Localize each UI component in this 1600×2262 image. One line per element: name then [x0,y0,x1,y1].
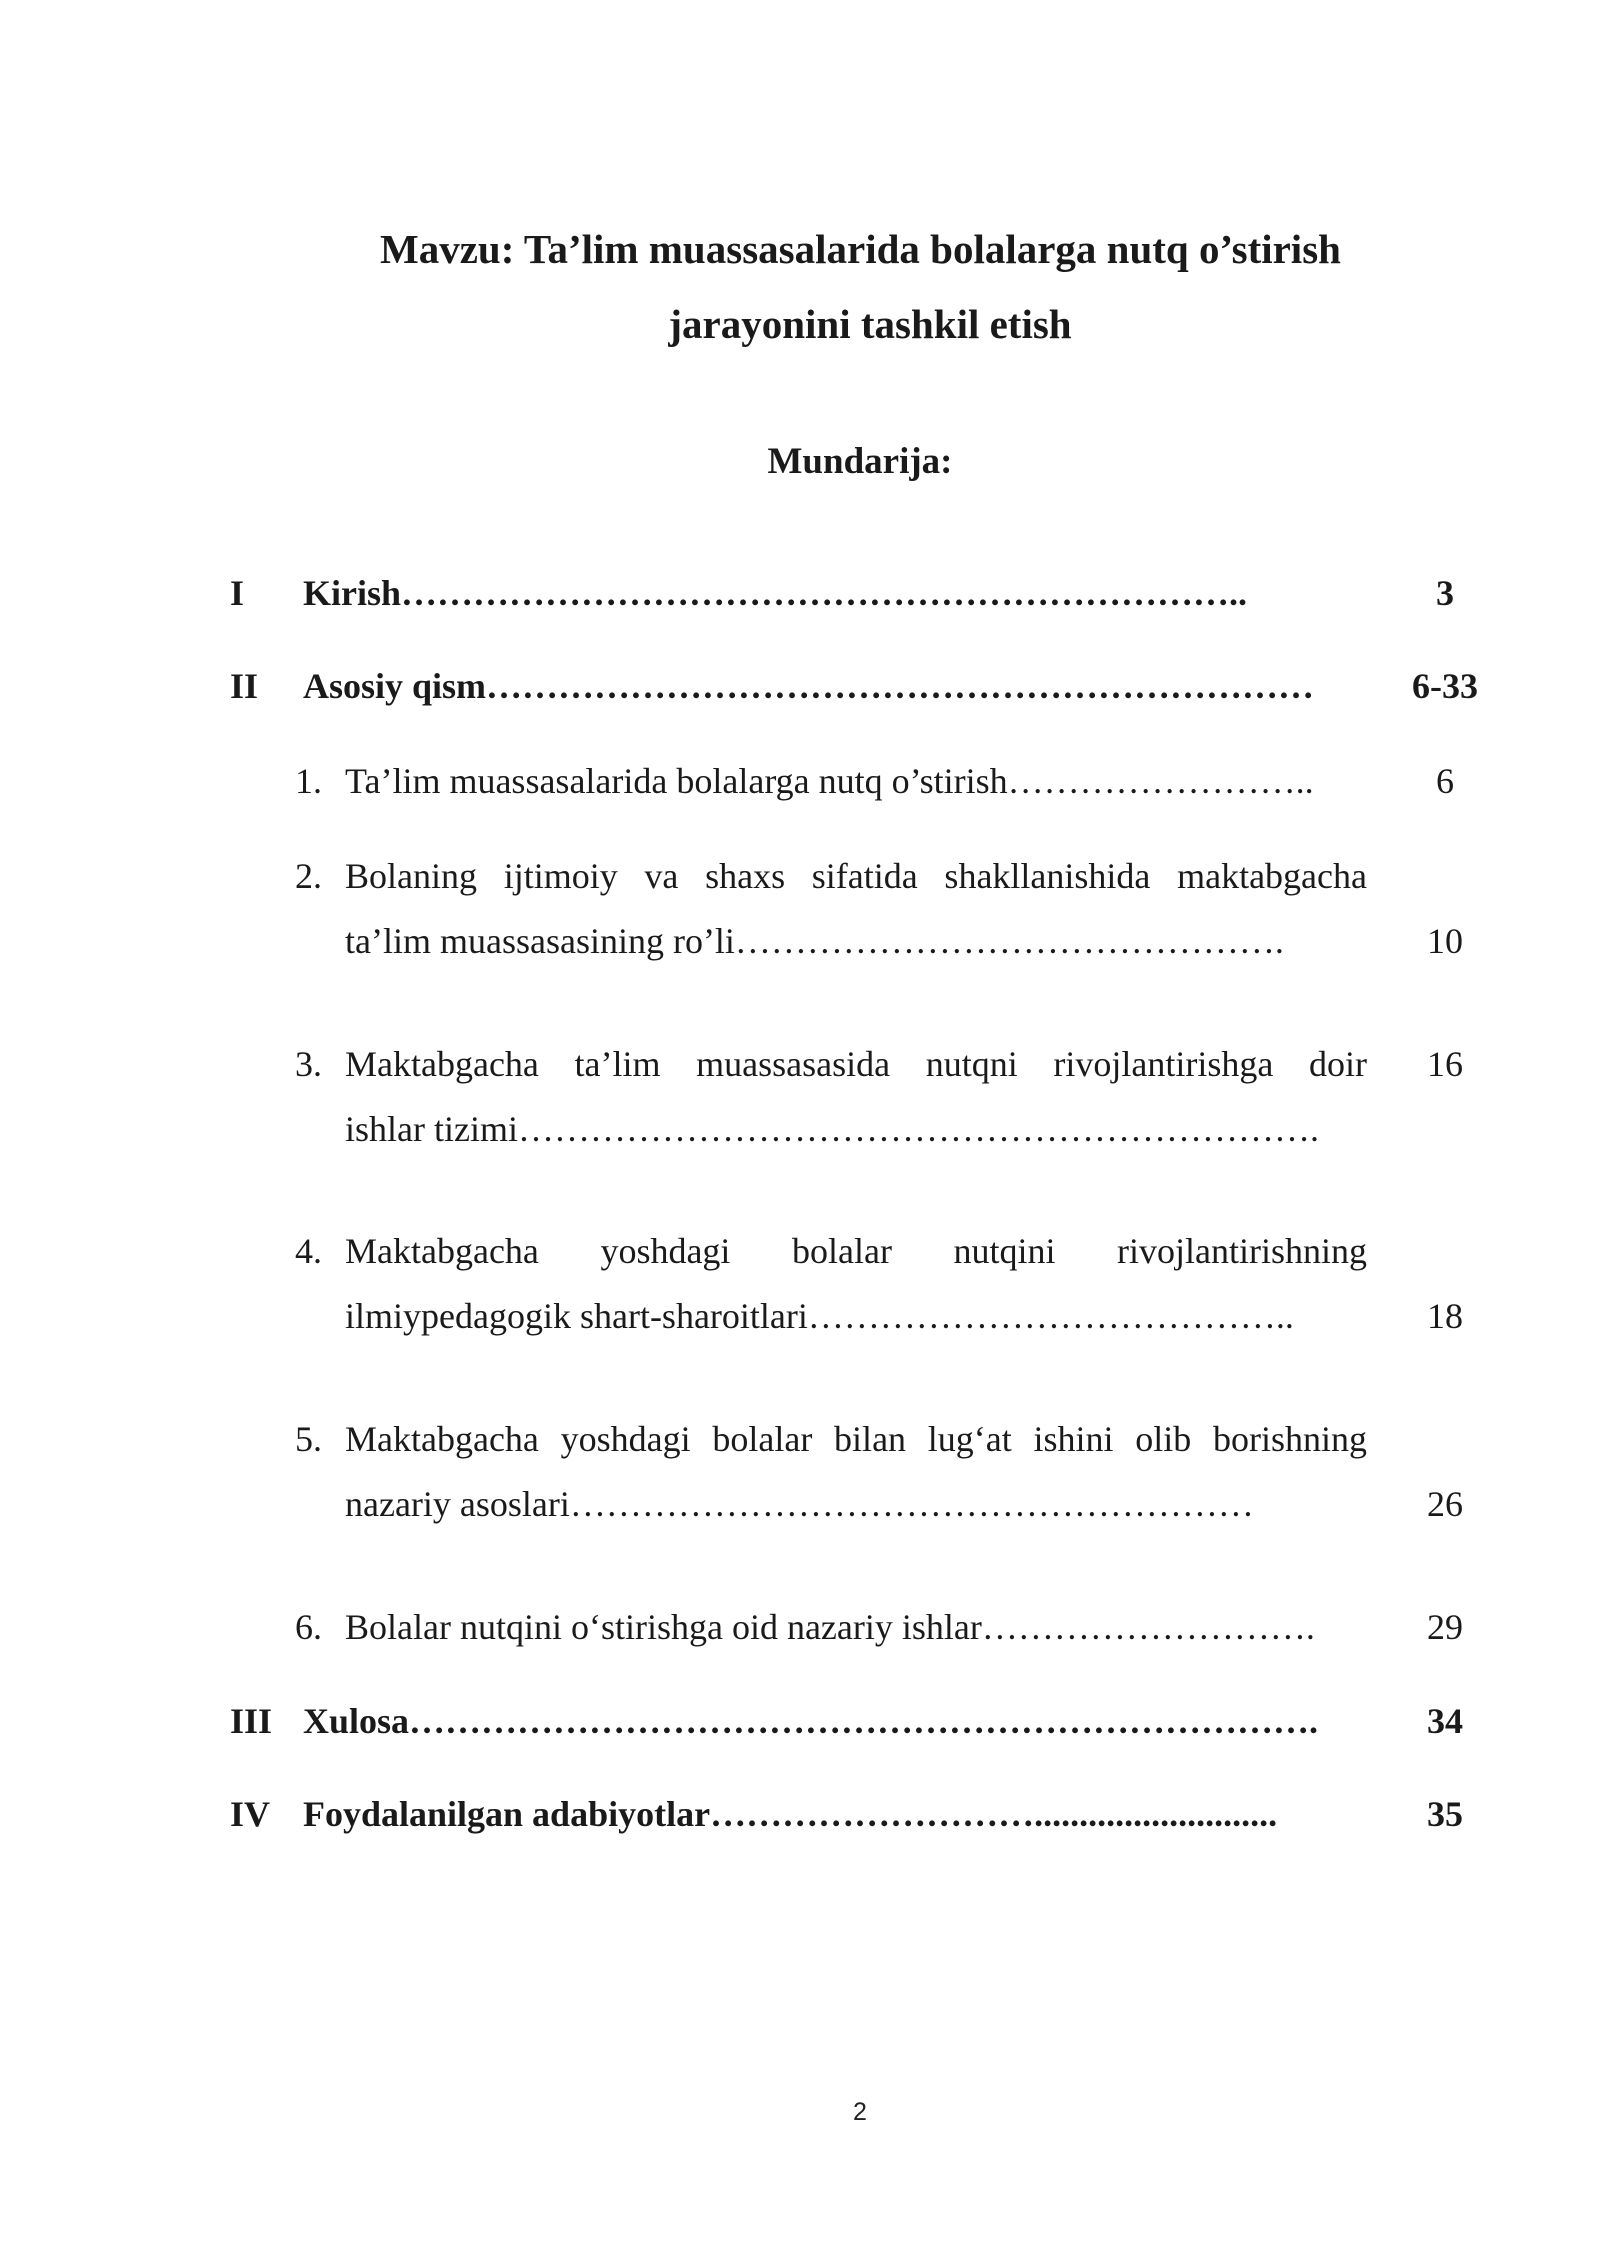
section-title: Kirish…………………………………………………………….. [303,573,1248,613]
item-number: 4. [295,1231,322,1271]
item-text-line: ishlar tizimi…………………………………………………………. [345,1109,1319,1149]
item-number: 5. [295,1419,322,1459]
section-title: Xulosa…………………………………………………………………. [303,1701,1319,1741]
section-numeral: IV [230,1794,271,1834]
item-text-line: Bolalar nutqini o‘stirishga oid nazariy ishlar………………………. [345,1607,1315,1647]
item-number: 1. [295,761,322,801]
page-number-footer: 2 [853,2098,867,2126]
item-page-number: 10 [1427,921,1463,961]
section-title: Asosiy qism…………………………………………………………… [303,666,1315,706]
section-page-number: 6-33 [1412,666,1478,706]
item-text-line: ta’lim muassasasining ro’li………………………………………. [345,921,1284,961]
item-number: 6. [295,1607,322,1647]
document-title-line-2: jarayonini tashkil etish [668,301,1072,347]
section-numeral: III [230,1701,273,1741]
toc-heading: Mundarija: [767,441,953,482]
item-text-line: Bolaning ijtimoiy va shaxs sifatida shakllanishida maktabgacha [345,856,1367,896]
item-number: 2. [295,856,322,896]
item-text-line: ilmiypedagogik shart-sharoitlari………………………………….. [345,1296,1294,1336]
section-page-number: 35 [1427,1794,1463,1834]
section-numeral: I [230,573,245,613]
item-text-line: Maktabgacha yoshdagi bolalar nutqini rivojlantirishning [345,1231,1367,1271]
item-page-number: 26 [1427,1484,1463,1524]
item-number: 3. [295,1044,322,1084]
item-page-number: 29 [1427,1607,1463,1647]
item-page-number: 18 [1427,1296,1463,1336]
item-text-line: Maktabgacha ta’lim muassasasida nutqni rivojlantirishga doir [345,1044,1367,1084]
section-page-number: 34 [1427,1701,1463,1741]
section-title: Foydalanilgan adabiyotlar………………………........................... [303,1794,1278,1834]
item-page-number: 6 [1436,761,1454,801]
item-text-line: Maktabgacha yoshdagi bolalar bilan lug‘at ishini olib borishning [345,1419,1367,1459]
section-numeral: II [230,666,259,706]
item-text-line: nazariy asoslari………………………………………………… [345,1484,1254,1524]
item-text-line: Ta’lim muassasalarida bolalarga nutq o’stirish…………………….. [345,761,1314,801]
document-title-line-1: Mavzu: Ta’lim muassasalarida bolalarga nutq o’stirish [380,226,1341,272]
item-page-number: 16 [1427,1044,1463,1084]
section-page-number: 3 [1436,573,1454,613]
